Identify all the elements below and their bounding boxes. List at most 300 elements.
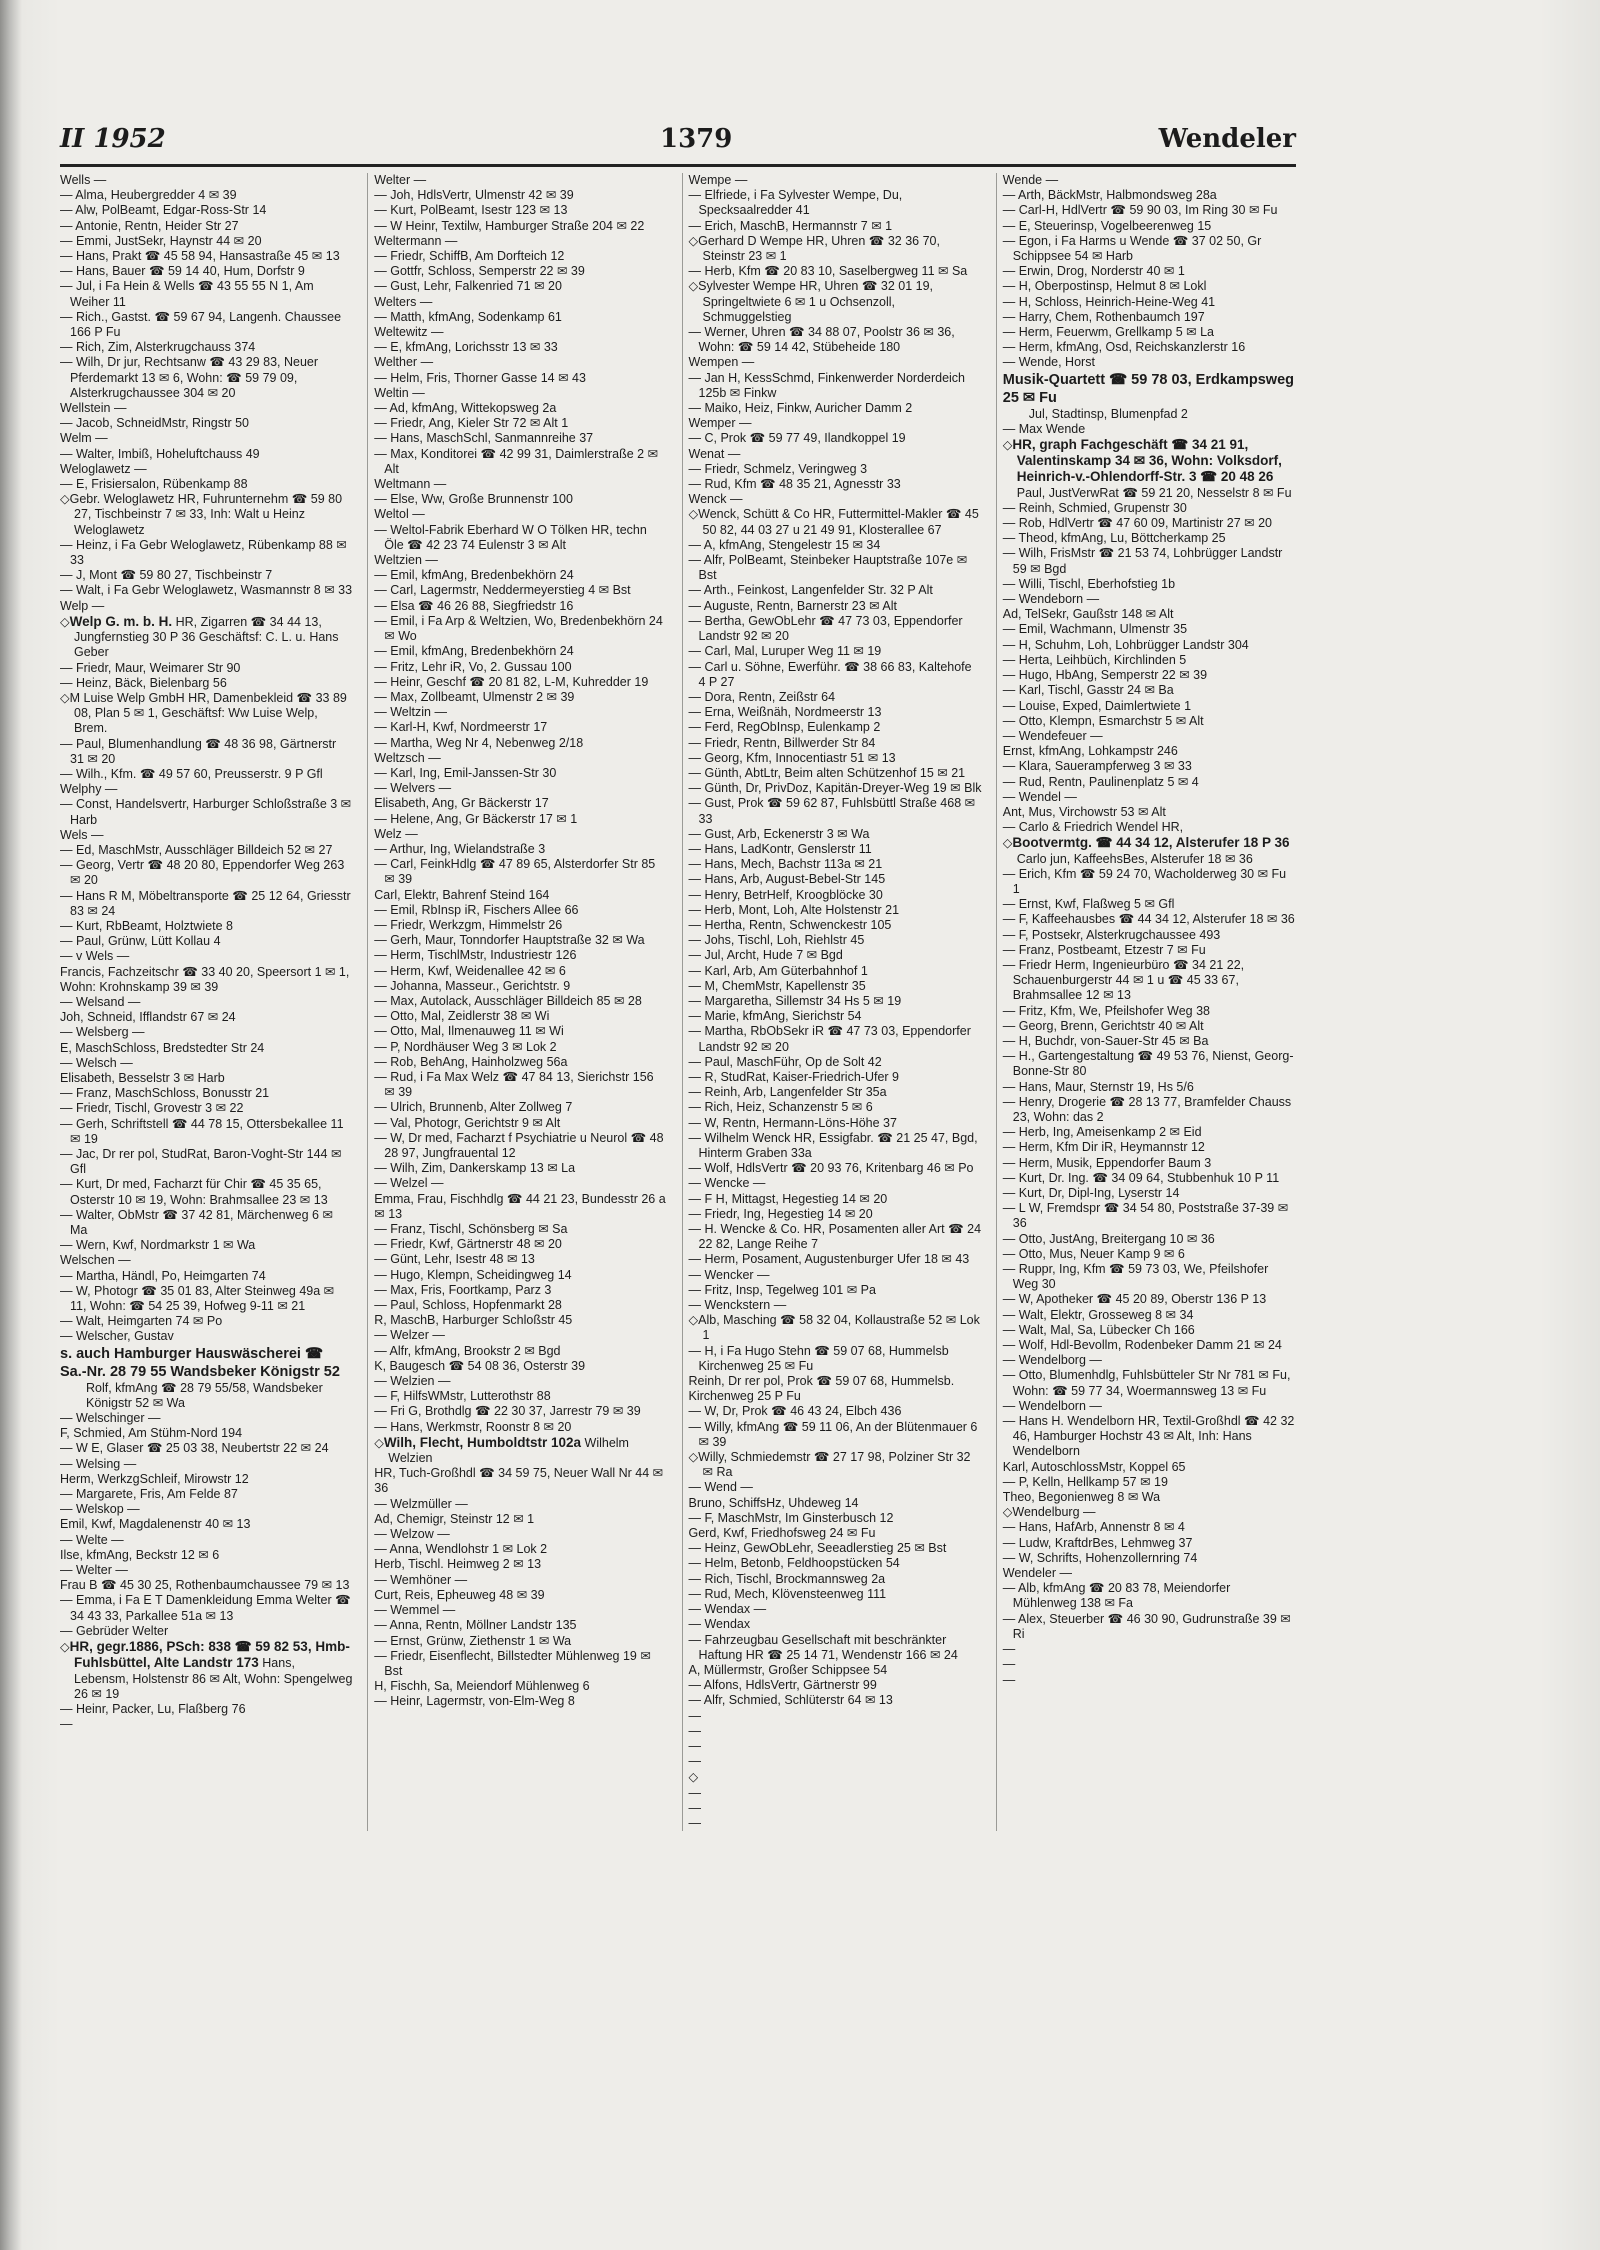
entry: — Gust, Lehr, Falkenried 71 ✉ 20 (374, 279, 667, 294)
entry: — Alfons, HdlsVertr, Gärtnerstr 99 (689, 1678, 982, 1693)
entry: — Margaretha, Sillemstr 34 Hs 5 ✉ 19 (689, 994, 982, 1009)
entry (1003, 1657, 1296, 1672)
entry: — Hans, Werkmstr, Roonstr 8 ✉ 20 (374, 1420, 667, 1435)
entry: — Weltzin — (374, 705, 667, 720)
entry: — Gust, Prok ☎ 59 62 87, Fuhlsbüttl Straße 468 ✉ 33 (689, 796, 982, 826)
entry: — Rich., Gastst. ☎ 59 67 94, Langenh. Chaussee 166 P Fu (60, 310, 353, 340)
surname-heading: Wemper — (688, 416, 752, 431)
surname-heading: Bruno, SchiffsHz, Uhdeweg 14 (688, 1495, 859, 1510)
surname-heading: Weltin — (374, 385, 425, 400)
entry: — W, Photogr ☎ 35 01 83, Alter Steinweg 49a ✉ 11, Wohn: ☎ 54 25 39, Hofweg 9-11 ✉ 21 (60, 1284, 353, 1314)
entry: — H, i Fa Hugo Stehn ☎ 59 07 68, Hummelsb Kirchenweg 25 ✉ Fu (689, 1344, 982, 1374)
entry: — Max, Autolack, Ausschläger Billdeich 85 ✉ 28 (374, 994, 667, 1009)
surname-heading: E, MaschSchloss, Bredstedter Str 24 (60, 1040, 265, 1055)
entry: — Otto, Mal, Zeidlerstr 38 ✉ Wi (374, 1009, 667, 1024)
surname-heading: Elisabeth, Ang, Gr Bäckerstr 17 (374, 796, 549, 811)
surname-heading: Ant, Mus, Virchowstr 53 ✉ Alt (1002, 804, 1166, 819)
surname-heading: Weltzsch — (374, 750, 441, 765)
entry: — Heinr, Lagermstr, von-Elm-Weg 8 (374, 1694, 667, 1709)
boxed-entry: ◇ Wenck, Schütt & Co HR, Futtermittel-Makler ☎ 45 50 82, 44 03 27 u 21 49 91, Klosterallee 67 (689, 507, 982, 537)
columns (60, 173, 1296, 1831)
surname-heading: Wende — (1002, 173, 1059, 187)
entry: — Rich, Tischl, Brockmannsweg 2a (689, 1572, 982, 1587)
entry: — H, Oberpostinsp, Helmut 8 ✉ Lokl (1003, 279, 1296, 294)
entry: — Walter, ObMstr ☎ 37 42 81, Märchenweg 6 ✉ Ma (60, 1208, 353, 1238)
surname-heading: Weltzien — (374, 553, 438, 568)
surname-heading: Weltmann — (374, 477, 447, 492)
entry: — Anna, Wendlohstr 1 ✉ Lok 2 (374, 1542, 667, 1557)
entry: — Wendelborg — (1003, 1353, 1296, 1368)
entry: — Antonie, Rentn, Heider Str 27 (60, 219, 353, 234)
entry: — Walt, Mal, Sa, Lübecker Ch 166 (1003, 1323, 1296, 1338)
entry: — Rud, Rentn, Paulinenplatz 5 ✉ 4 (1003, 775, 1296, 790)
entry: — Carl, Mal, Luruper Weg 11 ✉ 19 (689, 644, 982, 659)
entry: — H, Schloss, Heinrich-Heine-Weg 41 (1003, 295, 1296, 310)
entry: — Friedr, Ang, Kieler Str 72 ✉ Alt 1 (374, 416, 667, 431)
entry: — Kurt, Dr med, Facharzt für Chir ☎ 45 35 65, Osterstr 10 ✉ 19, Wohn: Brahmsallee 23 ✉ 13 (60, 1177, 353, 1207)
entry: — Herb, Mont, Loh, Alte Holstenstr 21 (689, 903, 982, 918)
entry: — Hans, MaschSchl, Sanmannreihe 37 (374, 431, 667, 446)
entry: — Franz, MaschSchloss, Bonusstr 21 (60, 1086, 353, 1101)
surname-heading: Theo, Begonienweg 8 ✉ Wa (1002, 1490, 1161, 1505)
entry: — Emil, RbInsp iR, Fischers Allee 66 (374, 903, 667, 918)
entry (689, 1739, 982, 1754)
entry: — Fri G, Brothdlg ☎ 22 30 37, Jarrestr 79 ✉ 39 (374, 1404, 667, 1419)
entry: — F, Postsekr, Alsterkrugchaussee 493 (1003, 928, 1296, 943)
entry: — W Heinr, Textilw, Hamburger Straße 204 ✉ 22 (374, 219, 667, 234)
directory-page (60, 120, 1296, 1831)
entry: — Welter — (60, 1563, 353, 1578)
entry: — Otto, Mal, Ilmenauweg 11 ✉ Wi (374, 1024, 667, 1039)
entry: — Friedr, Werkzgm, Himmelstr 26 (374, 918, 667, 933)
entry: — Emil, i Fa Arp & Weltzien, Wo, Bredenbekhörn 24 ✉ Wo (374, 614, 667, 644)
entry: — Max Wende (1003, 422, 1296, 437)
entry: — Alma, Heubergredder 4 ✉ 39 (60, 188, 353, 203)
surname-heading: Francis, Fachzeitschr ☎ 33 40 20, Speersort 1 ✉ 1, Wohn: Krohnskamp 39 ✉ 39 (60, 964, 350, 994)
entry: — H, Buchdr, von-Sauer-Str 45 ✉ Ba (1003, 1034, 1296, 1049)
entry: — F H, Mittagst, Hegestieg 14 ✉ 20 (689, 1192, 982, 1207)
entry: — Maiko, Heiz, Finkw, Auricher Damm 2 (689, 401, 982, 416)
entry: — W, Dr, Prok ☎ 46 43 24, Elbch 436 (689, 1404, 982, 1419)
entry: — Hans, HafArb, Annenstr 8 ✉ 4 (1003, 1520, 1296, 1535)
surname-heading: Karl, AutoschlossMstr, Koppel 65 (1002, 1459, 1186, 1474)
entry: — Wencke — (689, 1176, 982, 1191)
firm-text: Paul, JustVerwRat ☎ 59 21 20, Nesselstr 8 ✉ Fu (1016, 485, 1292, 500)
entry: — Arth., Feinkost, Langenfelder Str. 32 P Alt (689, 583, 982, 598)
page-number: 1379 (660, 124, 733, 154)
entry: — Kurt, RbBeamt, Holztwiete 8 (60, 919, 353, 934)
entry: — Jan H, KessSchmd, Finkenwerder Norderdeich 125b ✉ Finkw (689, 371, 982, 401)
entry: — Wendefeuer — (1003, 729, 1296, 744)
surname-heading: Welp — (60, 598, 105, 613)
entry: — Gebrüder Welter (60, 1624, 353, 1639)
boxed-entry: ◇ Gebr. Weloglawetz HR, Fuhrunternehm ☎ 59 80 27, Tischbeinstr 7 ✉ 33, Inh: Walt u Heinz Weloglawetz (60, 492, 353, 538)
surname-heading: Weltewitz — (374, 325, 444, 340)
entry: — Friedr, Tischl, Grovestr 3 ✉ 22 (60, 1101, 353, 1116)
entry: — Jul, Archt, Hude 7 ✉ Bgd (689, 948, 982, 963)
entry: — Alfr, PolBeamt, Steinbeker Hauptstraße 107e ✉ Bst (689, 553, 982, 583)
entry: — Hugo, Klempn, Scheidingweg 14 (374, 1268, 667, 1283)
entry: — Carl u. Söhne, Ewerführ. ☎ 38 66 83, Kaltehofe 4 P 27 (689, 660, 982, 690)
entry: — Willy, kfmAng ☎ 59 11 06, An der Blütenmauer 6 ✉ 39 (689, 1420, 982, 1450)
entry: — Herm, TischlMstr, Industriestr 126 (374, 948, 667, 963)
entry: — Theod, kfmAng, Lu, Böttcherkamp 25 (1003, 531, 1296, 546)
boxed-entry (1003, 835, 1296, 866)
entry: — Klara, Sauerampferweg 3 ✉ 33 (1003, 759, 1296, 774)
entry: — Helm, Fris, Thorner Gasse 14 ✉ 43 (374, 371, 667, 386)
entry: — Bertha, GewObLehr ☎ 47 73 03, Eppendorfer Landstr 92 ✉ 20 (689, 614, 982, 644)
entry: — Ed, MaschMstr, Ausschläger Billdeich 52 ✉ 27 (60, 843, 353, 858)
entry: — Auguste, Rentn, Barnerstr 23 ✉ Alt (689, 599, 982, 614)
surname-heading: Weltol — (374, 507, 425, 522)
boxed-entry: ◇ Willy, Schmiedemstr ☎ 27 17 98, Polziner Str 32 ✉ Ra (689, 1450, 982, 1480)
surname-heading: Ernst, kfmAng, Lohkampstr 246 (1002, 744, 1178, 759)
entry: — Georg, Vertr ☎ 48 20 80, Eppendorfer Weg 263 ✉ 20 (60, 858, 353, 888)
entry: — Marie, kfmAng, Sierichstr 54 (689, 1009, 982, 1024)
entry: — A, kfmAng, Stengelestr 15 ✉ 34 (689, 538, 982, 553)
surname-heading: Welphy — (60, 782, 118, 797)
entry: — Martha, Händl, Po, Heimgarten 74 (60, 1269, 353, 1284)
entry: — Friedr, Ing, Hegestieg 14 ✉ 20 (689, 1207, 982, 1222)
entry (689, 1724, 982, 1739)
entry: — Else, Ww, Große Brunnenstr 100 (374, 492, 667, 507)
entry: — Val, Photogr, Gerichtstr 9 ✉ Alt (374, 1116, 667, 1131)
entry: — Otto, Blumenhdlg, Fuhlsbütteler Str Nr 781 ✉ Fu, Wohn: ☎ 59 77 34, Woermannsweg 13 ✉ Fu (1003, 1368, 1296, 1398)
entry: — Joh, HdlsVertr, Ulmenstr 42 ✉ 39 (374, 188, 667, 203)
column-1 (60, 173, 353, 1831)
entry: — Friedr Herm, Ingenieurbüro ☎ 34 21 22, Schauenburgerstr 44 ✉ 1 u ☎ 45 33 67, Brahmsallee 12 ✉ 13 (1003, 958, 1296, 1004)
entry: — Wilh, Dr jur, Rechtsanw ☎ 43 29 83, Neuer Pferdemarkt 13 ✉ 6, Wohn: ☎ 59 79 09, Alsterkrugchaussee 304 ✉ 20 (60, 355, 353, 401)
entry (60, 1717, 353, 1732)
entry: — Max, Fris, Foortkamp, Parz 3 (374, 1283, 667, 1298)
entry: — Ferd, RegObInsp, Eulenkamp 2 (689, 720, 982, 735)
entry: — Karl-H, Kwf, Nordmeerstr 17 (374, 720, 667, 735)
entry: — Wende, Horst (1003, 355, 1296, 370)
surname-heading: Frau B ☎ 45 30 25, Rothenbaumchaussee 79 ✉ 13 (60, 1578, 350, 1593)
boxed-entry (60, 614, 353, 661)
entry: — Günth, Dr, PrivDoz, Kapitän-Dreyer-Weg 19 ✉ Blk (689, 781, 982, 796)
entry: — Wolf, HdlsVertr ☎ 20 93 76, Kritenbarg 46 ✉ Po (689, 1161, 982, 1176)
surname-heading: Welters — (374, 294, 433, 309)
entry: — Franz, Tischl, Schönsberg ✉ Sa (374, 1222, 667, 1237)
entry: — Egon, i Fa Harms u Wende ☎ 37 02 50, Gr Schippsee 54 ✉ Harb (1003, 234, 1296, 264)
entry: — Hans, LadKontr, Genslerstr 11 (689, 842, 982, 857)
surname-heading: Weltermann — (374, 233, 458, 248)
surname-heading: Emma, Frau, Fischhdlg ☎ 44 21 23, Bundesstr 26 a ✉ 13 (374, 1191, 666, 1221)
entry: — Alex, Steuerber ☎ 46 30 90, Gudrunstraße 39 ✉ Ri (1003, 1612, 1296, 1642)
entry: — Erna, Weißnäh, Nordmeerstr 13 (689, 705, 982, 720)
entry: — Herm, Feuerwm, Grellkamp 5 ✉ La (1003, 325, 1296, 340)
entry: — Carl-H, HdlVertr ☎ 59 90 03, Im Ring 30 ✉ Fu (1003, 203, 1296, 218)
surname-heading: A, Müllermstr, Großer Schippsee 54 (688, 1662, 888, 1677)
entry (689, 1816, 982, 1831)
entry: — Wolf, Hdl-Bevollm, Rodenbeker Damm 21 ✉ 24 (1003, 1338, 1296, 1353)
entry: — Erich, Kfm ☎ 59 24 70, Wacholderweg 30 ✉ Fu 1 (1003, 867, 1296, 897)
bold-heading: Musik-Quartett ☎ 59 78 03, Erdkampsweg 25 ✉ Fu (1002, 371, 1294, 406)
entry: — Dora, Rentn, Zeißstr 64 (689, 690, 982, 705)
bold-heading: s. auch Hamburger Hauswäscherei ☎ Sa.-Nr. 28 79 55 Wandsbeker Königstr 52 (60, 1345, 340, 1380)
entry: — Wencker — (689, 1268, 982, 1283)
entry: — Hertha, Rentn, Schwenckestr 105 (689, 918, 982, 933)
entry: — P, Kelln, Hellkamp 57 ✉ 19 (1003, 1475, 1296, 1490)
entry: — Wemmel — (374, 1603, 667, 1618)
entry: — Fritz, Lehr iR, Vo, 2. Gussau 100 (374, 660, 667, 675)
entry: — Herm, Kwf, Weidenallee 42 ✉ 6 (374, 964, 667, 979)
entry: — Rud, Kfm ☎ 48 35 21, Agnesstr 33 (689, 477, 982, 492)
entry: — Welte — (60, 1533, 353, 1548)
entry: — Alfr, kfmAng, Brookstr 2 ✉ Bgd (374, 1344, 667, 1359)
entry: — Wendax — (689, 1602, 982, 1617)
surname-heading: Welschen — (60, 1253, 131, 1268)
entry: — Reinh, Arb, Langenfelder Str 35a (689, 1085, 982, 1100)
surname-heading: Emil, Kwf, Magdalenenstr 40 ✉ 13 (60, 1517, 251, 1532)
entry: — Friedr, Maur, Weimarer Str 90 (60, 661, 353, 676)
entry: — Welvers — (374, 781, 667, 796)
entry: — Emil, Wachmann, Ulmenstr 35 (1003, 622, 1296, 637)
boxed-entry: ◇ Wendelburg — (1003, 1505, 1296, 1520)
entry: — Herb, Kfm ☎ 20 83 10, Saselbergweg 11 ✉ Sa (689, 264, 982, 279)
surname-heading: Joh, Schneid, Ifflandstr 67 ✉ 24 (60, 1010, 236, 1025)
entry: — Heinz, i Fa Gebr Weloglawetz, Rübenkamp 88 ✉ 33 (60, 538, 353, 568)
entry: — Welzer — (374, 1328, 667, 1343)
entry: — Wern, Kwf, Nordmarkstr 1 ✉ Wa (60, 1238, 353, 1253)
entry: — Henry, BetrHelf, Kroogblöcke 30 (689, 888, 982, 903)
header-rule (60, 164, 1296, 167)
entry: — Hans, Mech, Bachstr 113a ✉ 21 (689, 857, 982, 872)
entry: — W, Rentn, Hermann-Löns-Höhe 37 (689, 1116, 982, 1131)
entry: — Paul, Grünw, Lütt Kollau 4 (60, 934, 353, 949)
entry: — Wendelborn — (1003, 1399, 1296, 1414)
entry: — Georg, Brenn, Gerichtstr 40 ✉ Alt (1003, 1019, 1296, 1034)
entry: — W E, Glaser ☎ 25 03 38, Neubertstr 22 ✉ 24 (60, 1441, 353, 1456)
entry: — Kurt, Dr, Dipl-Ing, Lyserstr 14 (1003, 1186, 1296, 1201)
entry: — Hans, Bauer ☎ 59 14 40, Hum, Dorfstr 9 (60, 264, 353, 279)
entry: — F, MaschMstr, Im Ginsterbusch 12 (689, 1511, 982, 1526)
entry: — H. Wencke & Co. HR, Posamenten aller Art ☎ 24 22 82, Lange Reihe 7 (689, 1222, 982, 1252)
entry: — Jul, i Fa Hein & Wells ☎ 43 55 55 N 1, Am Weiher 11 (60, 279, 353, 309)
boxed-entry: ◇ Gerhard D Wempe HR, Uhren ☎ 32 36 70, Steinstr 23 ✉ 1 (689, 234, 982, 264)
entry: — Harry, Chem, Rothenbaumch 197 (1003, 310, 1296, 325)
entry: — Karl, Tischl, Gasstr 24 ✉ Ba (1003, 683, 1296, 698)
firm-text: Hans, Lebensm, Holstenstr 86 ✉ Alt, Wohn: Spengelweg 26 ✉ 19 (74, 1656, 353, 1701)
entry: — Johs, Tischl, Loh, Riehlstr 45 (689, 933, 982, 948)
entry: — Reinh, Schmied, Grupenstr 30 (1003, 501, 1296, 516)
entry: — Const, Handelsvertr, Harburger Schloßstraße 3 ✉ Harb (60, 797, 353, 827)
entry: — Günth, AbtLtr, Beim alten Schützenhof 15 ✉ 21 (689, 766, 982, 781)
entry-continuation: Jul, Stadtinsp, Blumenpfad 2 (1028, 406, 1188, 421)
entry: — Friedr, Kwf, Gärtnerstr 48 ✉ 20 (374, 1237, 667, 1252)
entry: — Gerh, Schriftstell ☎ 44 78 15, Ottersbekallee 11 ✉ 19 (60, 1117, 353, 1147)
surname-heading: Wenck — (688, 492, 743, 507)
entry: — W, Schrifts, Hohenzollernring 74 (1003, 1551, 1296, 1566)
entry: — Carl, FeinkHdlg ☎ 47 89 65, Alsterdorfer Str 85 ✉ 39 (374, 857, 667, 887)
entry: — Elsa ☎ 46 26 88, Siegfriedstr 16 (374, 599, 667, 614)
surname-heading: Ad, TelSekr, Gaußstr 148 ✉ Alt (1002, 607, 1174, 622)
entry: — Heinz, GewObLehr, Seeadlerstieg 25 ✉ Bst (689, 1541, 982, 1556)
entry: — Rich, Heiz, Schanzenstr 5 ✉ 6 (689, 1100, 982, 1115)
entry: — Gottfr, Schloss, Semperstr 22 ✉ 39 (374, 264, 667, 279)
entry: — Heinr, Packer, Lu, Flaßberg 76 (60, 1702, 353, 1717)
entry: — Welsch — (60, 1056, 353, 1071)
surname-heading: Wempe — (688, 173, 748, 187)
entry: — Max, Konditorei ☎ 42 99 31, Daimlerstraße 2 ✉ Alt (374, 447, 667, 477)
entry: — Wendeborn — (1003, 592, 1296, 607)
guide-word: Wendeler (1158, 124, 1296, 154)
entry (689, 1786, 982, 1801)
entry: — Welskop — (60, 1502, 353, 1517)
entry: — Rud, Mech, Klövensteenweg 111 (689, 1587, 982, 1602)
entry: — E, Steuerinsp, Vogelbeerenweg 15 (1003, 219, 1296, 234)
entry: — Walter, Imbiß, Hoheluftchauss 49 (60, 447, 353, 462)
surname-heading: Welz — (374, 826, 418, 841)
surname-heading: Gerd, Kwf, Friedhofsweg 24 ✉ Fu (688, 1526, 876, 1541)
surname-heading: Wells — (60, 173, 107, 187)
entry: — Wendax (689, 1617, 982, 1632)
entry: — Rob, BehAng, Hainholzweg 56a (374, 1055, 667, 1070)
entry: — Arth, BäckMstr, Halbmondsweg 28a (1003, 188, 1296, 203)
entry: — J, Mont ☎ 59 80 27, Tischbeinstr 7 (60, 568, 353, 583)
surname-heading: R, MaschB, Harburger Schloßstr 45 (374, 1313, 573, 1328)
entry: — Welschinger — (60, 1411, 353, 1426)
entry: — L W, Fremdspr ☎ 34 54 80, Poststraße 37-39 ✉ 36 (1003, 1201, 1296, 1231)
firm-name: HR, gegr.1886, PSch: 838 ☎ 59 82 53, Hmb-Fuhlsbüttel, Alte Landstr 173 (69, 1639, 350, 1671)
entry: — Emil, kfmAng, Bredenbekhörn 24 (374, 568, 667, 583)
entry: — Helene, Ang, Gr Bäckerstr 17 ✉ 1 (374, 812, 667, 827)
surname-heading: Herb, Tischl. Heimweg 2 ✉ 13 (374, 1557, 542, 1572)
column-3 (682, 173, 982, 1831)
entry: — Friedr, Rentn, Billwerder Str 84 (689, 736, 982, 751)
entry (689, 1709, 982, 1724)
boxed-entry: ◇ M Luise Welp GmbH HR, Damenbekleid ☎ 33 89 08, Plan 5 ✉ 1, Geschäftsf: Ww Luise Welp, Brem. (60, 691, 353, 737)
boxed-entry (60, 1639, 353, 1702)
entry: — Fritz, Kfm, We, Pfeilshofer Weg 38 (1003, 1004, 1296, 1019)
surname-heading: Herm, WerkzgSchleif, Mirowstr 12 (60, 1471, 249, 1486)
entry: — Welzien — (374, 1374, 667, 1389)
entry: — W, Apotheker ☎ 45 20 89, Oberstr 136 P 13 (1003, 1292, 1296, 1307)
entry: — Carl, Lagermstr, Neddermeyerstieg 4 ✉ Bst (374, 583, 667, 598)
entry (689, 1801, 982, 1816)
entry: — Herm, Musik, Eppendorfer Baum 3 (1003, 1156, 1296, 1171)
firm-text: HR, Zigarren ☎ 34 44 13, Jungfernstieg 30 P 36 Geschäftsf: C. L. u. Hans Geber (74, 614, 339, 660)
surname-heading: F, Schmied, Am Stühm-Nord 194 (60, 1426, 243, 1441)
firm-name: Wilh, Flecht, Humboldtstr 102a (383, 1434, 582, 1450)
entry: — P, Nordhäuser Weg 3 ✉ Lok 2 (374, 1040, 667, 1055)
entry: — Erich, MaschB, Hermannstr 7 ✉ 1 (689, 219, 982, 234)
entry: — Rich, Zim, Alsterkrugchauss 374 (60, 340, 353, 355)
entry: — Welzel — (374, 1176, 667, 1191)
entry: — Paul, Blumenhandlung ☎ 48 36 98, Gärtnerstr 31 ✉ 20 (60, 737, 353, 767)
entry: — Jacob, SchneidMstr, Ringstr 50 (60, 416, 353, 431)
entry: — Karl, Arb, Am Güterbahnhof 1 (689, 964, 982, 979)
boxed-entry (1003, 437, 1296, 501)
surname-heading: Wenat — (688, 446, 741, 461)
surname-heading: Weloglawetz — (60, 461, 147, 476)
entry: — Gust, Arb, Eckenerstr 3 ✉ Wa (689, 827, 982, 842)
entry: — Herm, Kfm Dir iR, Heymannstr 12 (1003, 1140, 1296, 1155)
firm-name: Welp G. m. b. H. (69, 613, 173, 629)
entry: — Weltol-Fabrik Eberhard W O Tölken HR, techn Öle ☎ 42 23 74 Eulenstr 3 ✉ Alt (374, 523, 667, 553)
entry: — Walt, Heimgarten 74 ✉ Po (60, 1314, 353, 1329)
entry: — Welsand — (60, 995, 353, 1010)
surname-heading: K, Baugesch ☎ 54 08 36, Osterstr 39 (374, 1358, 586, 1373)
surname-heading: Wellstein — (60, 401, 127, 416)
entry: — Welsberg — (60, 1025, 353, 1040)
entry: — Emmi, JustSekr, Haynstr 44 ✉ 20 (60, 234, 353, 249)
entry: — M, ChemMstr, Kapellenstr 35 (689, 979, 982, 994)
entry: — Carlo & Friedrich Wendel HR, (1003, 820, 1296, 835)
entry: — Wilhelm Wenck HR, Essigfabr. ☎ 21 25 47, Bgd, Hinterm Graben 33a (689, 1131, 982, 1161)
entry: — Otto, Mus, Neuer Kamp 9 ✉ 6 (1003, 1247, 1296, 1262)
surname-heading: Elisabeth, Besselstr 3 ✉ Harb (60, 1070, 225, 1085)
entry: — Gerh, Maur, Tonndorfer Hauptstraße 32 ✉ Wa (374, 933, 667, 948)
surname-heading: Ilse, kfmAng, Beckstr 12 ✉ 6 (60, 1547, 220, 1562)
entry: — Paul, MaschFühr, Op de Solt 42 (689, 1055, 982, 1070)
entry (1003, 1642, 1296, 1657)
entry: — Willi, Tischl, Eberhofstieg 1b (1003, 577, 1296, 592)
firm-name: HR, graph Fachgeschäft ☎ 34 21 91, Valentinskamp 34 ✉ 36, Wohn: Volksdorf, Heinrich-v.-Ohlendorff-Str. 3 ☎ 20 48 26 (1012, 437, 1282, 485)
firm-name: Bootvermtg. ☎ 44 34 12, Alsterufer 18 P 36 (1012, 835, 1290, 851)
entry: — Ernst, Kwf, Flaßweg 5 ✉ Gfl (1003, 897, 1296, 912)
entry (689, 1754, 982, 1769)
entry: — E, kfmAng, Lorichsstr 13 ✉ 33 (374, 340, 667, 355)
entry: — Jac, Dr rer pol, StudRat, Baron-Voght-Str 144 ✉ Gfl (60, 1147, 353, 1177)
entry: — R, StudRat, Kaiser-Friedrich-Ufer 9 (689, 1070, 982, 1085)
entry: — v Wels — (60, 949, 353, 964)
surname-heading: Wendeler — (1002, 1566, 1072, 1581)
entry: — Hans, Arb, August-Bebel-Str 145 (689, 872, 982, 887)
surname-heading: Carl, Elektr, Bahrenf Steind 164 (374, 887, 550, 902)
surname-heading: Wels — (60, 827, 104, 842)
surname-heading: Welm — (60, 431, 108, 446)
page-header (60, 120, 1296, 164)
entry: — F, HilfsWMstr, Lutterothstr 88 (374, 1389, 667, 1404)
entry: — Walt, Elektr, Grosseweg 8 ✉ 34 (1003, 1308, 1296, 1323)
entry: — Kurt, Dr. Ing. ☎ 34 09 64, Stubbenhuk 10 P 11 (1003, 1171, 1296, 1186)
entry: — Werner, Uhren ☎ 34 88 07, Poolstr 36 ✉ 36, Wohn: ☎ 59 14 42, Stübeheide 180 (689, 325, 982, 355)
entry: — W, Dr med, Facharzt f Psychiatrie u Neurol ☎ 48 28 97, Jungfrauental 12 (374, 1131, 667, 1161)
entry: — Ludw, KraftdrBes, Lehmweg 37 (1003, 1536, 1296, 1551)
boxed-entry: ◇ Alb, Masching ☎ 58 32 04, Kollaustraße 52 ✉ Lok 1 (689, 1313, 982, 1343)
entry: — Fritz, Insp, Tegelweg 101 ✉ Pa (689, 1283, 982, 1298)
entry: — Ad, kfmAng, Wittekopsweg 2a (374, 401, 667, 416)
entry: — Johanna, Masseur., Gerichtstr. 9 (374, 979, 667, 994)
entry: — Friedr, Eisenflecht, Billstedter Mühlenweg 19 ✉ Bst (374, 1649, 667, 1679)
entry: — Otto, Klempn, Esmarchstr 5 ✉ Alt (1003, 714, 1296, 729)
entry: — Alb, kfmAng ☎ 20 83 78, Meiendorfer Mühlenweg 138 ✉ Fa (1003, 1581, 1296, 1611)
entry: — Martha, Weg Nr 4, Nebenweg 2/18 (374, 736, 667, 751)
surname-heading: H, Fischh, Sa, Meiendorf Mühlenweg 6 (374, 1679, 590, 1694)
entry: — Alfr, Schmied, Schlüterstr 64 ✉ 13 (689, 1693, 982, 1708)
boxed-entry: ◇ Sylvester Wempe HR, Uhren ☎ 32 01 19, Springeltwiete 6 ✉ 1 u Ochsenzoll, Schmuggelstieg (689, 279, 982, 325)
entry: — Welscher, Gustav (60, 1329, 353, 1344)
surname-heading: Welther — (374, 355, 434, 370)
entry: — Wilh., Kfm. ☎ 49 57 60, Preusserstr. 9 P Gfl (60, 767, 353, 782)
entry: — Wendel — (1003, 790, 1296, 805)
entry: — Alw, PolBeamt, Edgar-Ross-Str 14 (60, 203, 353, 218)
entry: — Rob, HdlVertr ☎ 47 60 09, Martinistr 27 ✉ 20 (1003, 516, 1296, 531)
entry: — Wend — (689, 1480, 982, 1495)
entry: — Rud, i Fa Max Welz ☎ 47 84 13, Sierichstr 156 ✉ 39 (374, 1070, 667, 1100)
entry: — Karl, Ing, Emil-Janssen-Str 30 (374, 766, 667, 781)
boxed-entry (689, 1769, 982, 1785)
entry: — Friedr, SchiffB, Am Dorfteich 12 (374, 249, 667, 264)
entry: — Kurt, PolBeamt, Isestr 123 ✉ 13 (374, 203, 667, 218)
entry: — Emil, kfmAng, Bredenbekhörn 24 (374, 644, 667, 659)
entry: — F, Kaffeehausbes ☎ 44 34 12, Alsterufer 18 ✉ 36 (1003, 912, 1296, 927)
entry: — Welzow — (374, 1527, 667, 1542)
entry: — H., Gartengestaltung ☎ 49 53 76, Nienst, Georg-Bonne-Str 80 (1003, 1049, 1296, 1079)
entry: — Friedr, Schmelz, Veringweg 3 (689, 462, 982, 477)
